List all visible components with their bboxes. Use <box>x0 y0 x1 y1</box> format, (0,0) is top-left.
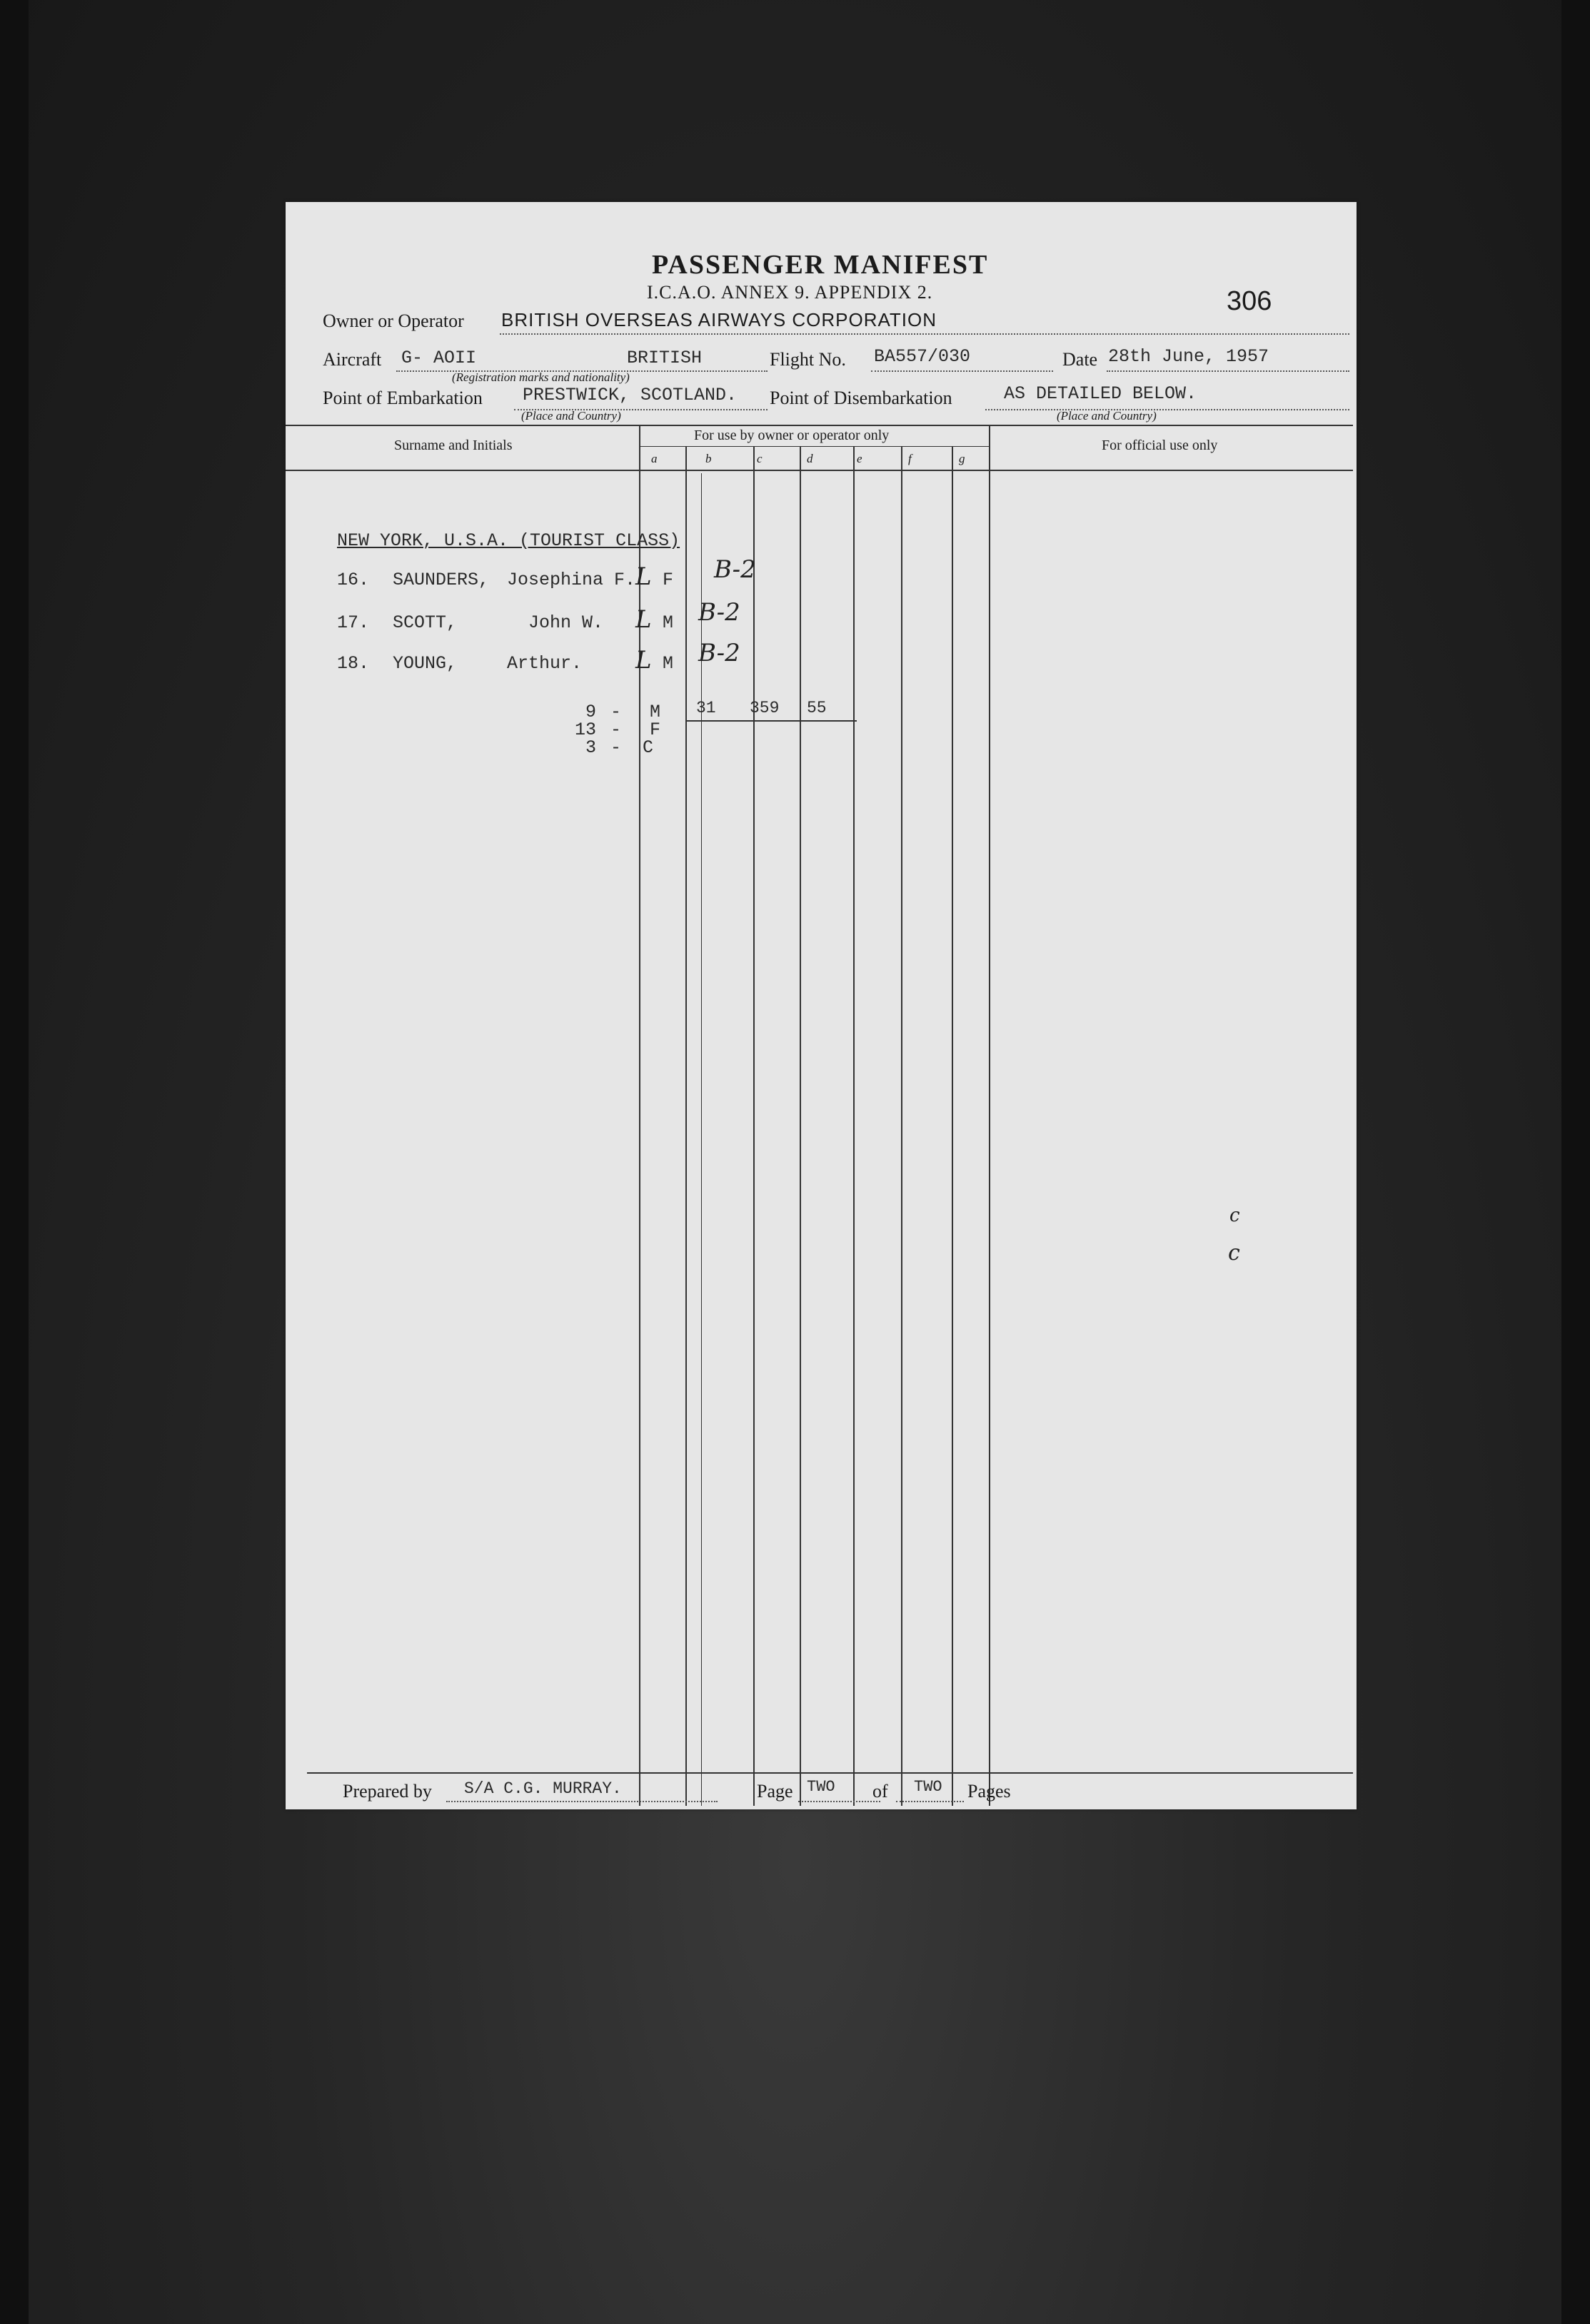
total-column-d: 55 <box>807 699 827 717</box>
col-letter-d: d <box>807 452 813 465</box>
table-top-rule <box>286 425 1353 426</box>
disembarkation-dotted-line <box>985 409 1349 410</box>
flight-label: Flight No. <box>770 349 846 370</box>
of-value: TWO <box>914 1778 942 1796</box>
total-count-female: 13 <box>575 719 597 740</box>
owner-use-subrule <box>639 446 989 447</box>
col-divider-a-b <box>685 446 687 1806</box>
aircraft-label: Aircraft <box>323 349 382 370</box>
embarkation-value: PRESTWICK, SCOTLAND. <box>523 385 738 405</box>
date-value: 28th June, 1957 <box>1108 346 1269 367</box>
manifest-title: PASSENGER MANIFEST <box>652 250 989 280</box>
col-letter-e: e <box>857 452 862 465</box>
col-letter-a: a <box>651 452 658 465</box>
margin-mark: c <box>1228 1241 1240 1265</box>
passenger-check-mark: L <box>635 605 652 634</box>
embarkation-label: Point of Embarkation <box>323 388 483 408</box>
passenger-given-name: Arthur. <box>507 653 583 674</box>
disembarkation-value: AS DETAILED BELOW. <box>1004 383 1197 404</box>
col-divider-e-f <box>901 446 902 1806</box>
table-header-bottom-rule <box>286 470 1353 471</box>
passenger-sex: M <box>663 653 674 674</box>
prepared-by-value: S/A C.G. MURRAY. <box>464 1779 622 1798</box>
total-column-b: 31 <box>696 699 716 717</box>
total-dash: - <box>610 737 622 758</box>
passenger-number: 18. <box>337 653 370 674</box>
col-divider-b-c <box>753 446 755 1806</box>
date-dotted-line <box>1107 370 1349 372</box>
flight-dotted-line <box>871 370 1053 372</box>
col-divider-official <box>989 425 990 1806</box>
passenger-sex: M <box>663 612 674 633</box>
col-divider-d-e <box>853 446 855 1806</box>
passenger-surname: SCOTT, <box>393 612 458 633</box>
total-count-male: 9 <box>585 702 597 722</box>
col-letter-f: f <box>908 452 912 465</box>
disembarkation-note: (Place and Country) <box>1057 409 1157 423</box>
passenger-number: 17. <box>337 612 370 633</box>
page-number: 306 <box>1227 286 1272 316</box>
total-column-c: 359 <box>750 699 780 717</box>
col-divider-c-d <box>800 446 801 1806</box>
passenger-surname: SAUNDERS, <box>393 570 490 590</box>
col-letter-c: c <box>757 452 763 465</box>
disembarkation-label: Point of Disembarkation <box>770 388 952 408</box>
total-dash: - <box>610 719 622 740</box>
aircraft-note: (Registration marks and nationality) <box>452 370 630 384</box>
header-official-use: For official use only <box>1102 438 1218 453</box>
prepared-by-label: Prepared by <box>343 1781 432 1802</box>
passenger-check-mark: L <box>635 646 652 675</box>
passenger-handwritten-code: B-2 <box>714 555 756 584</box>
page-dotted-line <box>798 1801 880 1802</box>
owner-label: Owner or Operator <box>323 310 464 331</box>
totals-underline <box>685 720 857 722</box>
flight-value: BA557/030 <box>874 346 971 367</box>
date-label: Date <box>1062 349 1098 370</box>
pages-label: Pages <box>967 1781 1011 1802</box>
aircraft-nationality: BRITISH <box>627 348 703 368</box>
footer-rule <box>307 1772 1353 1774</box>
passenger-handwritten-code: B-2 <box>698 598 740 627</box>
margin-mark: c <box>1229 1205 1240 1226</box>
header-surname: Surname and Initials <box>394 438 513 453</box>
total-code-female: F <box>650 719 661 740</box>
section-heading: NEW YORK, U.S.A. (TOURIST CLASS) <box>337 530 680 551</box>
film-edge-right <box>1561 0 1590 2324</box>
owner-dotted-line <box>500 333 1349 335</box>
col-letter-b: b <box>705 452 712 465</box>
passenger-surname: YOUNG, <box>393 653 458 674</box>
col-divider-f-g <box>952 446 953 1806</box>
page-value: TWO <box>807 1778 835 1796</box>
total-count-child: 3 <box>585 737 597 758</box>
col-divider-b-inner <box>701 473 702 1806</box>
passenger-number: 16. <box>337 570 370 590</box>
passenger-handwritten-code: B-2 <box>698 639 740 667</box>
col-letter-g: g <box>959 452 965 465</box>
page-label: Page <box>757 1781 793 1802</box>
of-dotted-line <box>896 1801 964 1802</box>
manifest-sheet <box>286 202 1357 1809</box>
passenger-check-mark: L <box>635 562 652 591</box>
owner-value: BRITISH OVERSEAS AIRWAYS CORPORATION <box>501 309 937 330</box>
total-code-child: C <box>643 737 654 758</box>
film-edge-left <box>0 0 29 2324</box>
manifest-subtitle: I.C.A.O. ANNEX 9. APPENDIX 2. <box>647 282 933 303</box>
total-dash: - <box>610 702 622 722</box>
total-code-male: M <box>650 702 661 722</box>
aircraft-registration: G- AOII <box>401 348 477 368</box>
passenger-sex: F <box>663 570 674 590</box>
passenger-given-name: John W. <box>528 612 604 633</box>
prepared-by-dotted-line <box>446 1801 718 1802</box>
embarkation-note: (Place and Country) <box>521 409 621 423</box>
of-label: of <box>872 1781 888 1802</box>
header-owner-use: For use by owner or operator only <box>694 428 890 443</box>
passenger-given-name: Josephina F. <box>507 570 636 590</box>
